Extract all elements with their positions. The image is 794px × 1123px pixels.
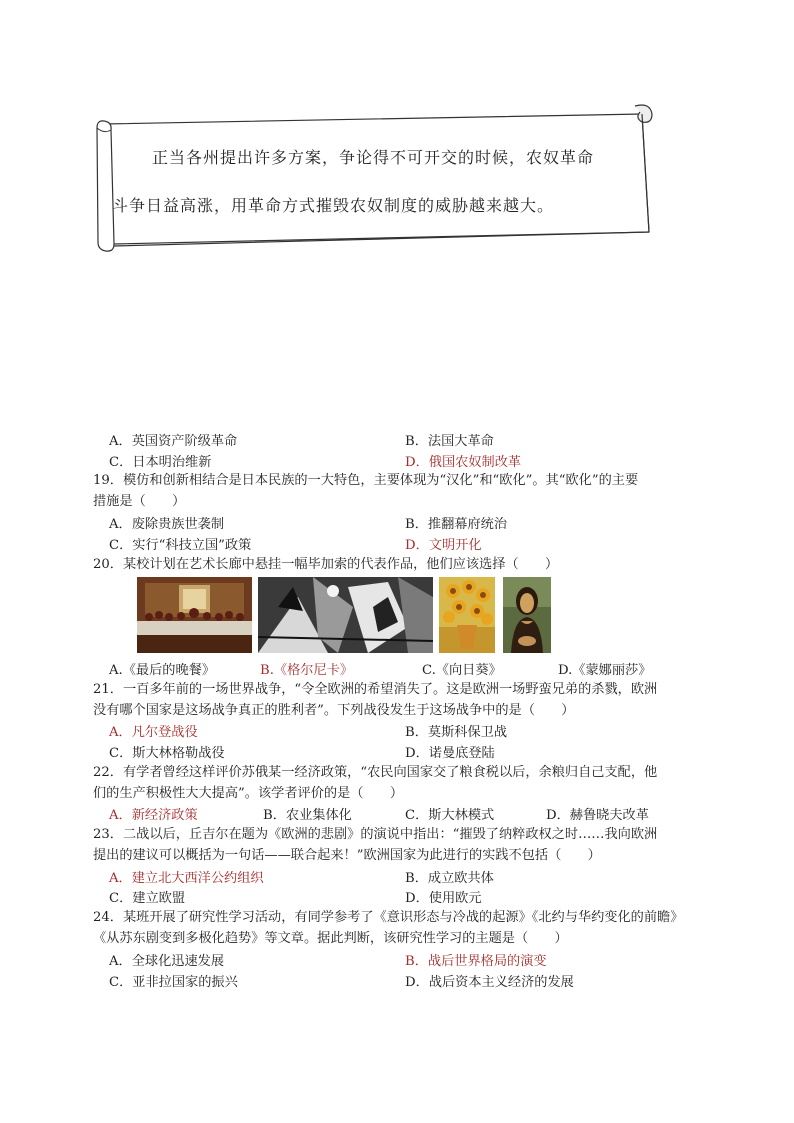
- q18-options-row-2: [109, 451, 709, 471]
- q20-option-b[interactable]: B.《格尔尼卡》: [260, 663, 354, 678]
- q24-option-d[interactable]: D．战后资本主义经济的发展: [405, 975, 574, 990]
- mona-lisa-painting: [503, 577, 551, 653]
- q22-option-b[interactable]: B．农业集体化: [263, 808, 352, 823]
- q23-option-d[interactable]: D．使用欧元: [405, 891, 482, 906]
- guernica-painting: [258, 577, 433, 653]
- scroll-banner: [94, 104, 656, 254]
- sunflowers-painting: [439, 577, 495, 653]
- q24-stem: [93, 908, 713, 949]
- q20-stem-line: 20．某校计划在艺术长廊中悬挂一幅毕加索的代表作品，他们应该选择（ ）: [93, 557, 559, 572]
- q23-options-row-2: [109, 887, 709, 907]
- q19-stem: [93, 471, 713, 512]
- q24-option-b[interactable]: B．战后世界格局的演变: [405, 954, 547, 969]
- q24-option-c[interactable]: C．亚非拉国家的振兴: [109, 975, 238, 990]
- q23-stem: [93, 825, 713, 866]
- q21-option-d[interactable]: D．诺曼底登陆: [405, 746, 495, 761]
- q22-option-d[interactable]: D．赫鲁晓夫改革: [546, 808, 649, 823]
- q23-option-c[interactable]: C．建立欧盟: [109, 891, 186, 906]
- q20-option-d[interactable]: D.《蒙娜丽莎》: [558, 663, 652, 678]
- scroll-text: [112, 134, 642, 230]
- q21-options-row-1: [109, 721, 709, 741]
- last-supper-painting: [137, 577, 252, 653]
- q19-stem-line-2: 措施是（ ）: [93, 493, 186, 509]
- q19-option-d[interactable]: D．文明开化: [405, 538, 482, 553]
- q21-stem-line-2: 没有哪个国家是这场战争真正的胜利者”。下列战役发生于这场战争中的是（ ）: [93, 702, 575, 718]
- q22-options-row: [109, 804, 709, 824]
- q21-stem-line-1: 21．一百多年前的一场世界战争，“令全欧洲的希望消失了。这是欧洲一场野蛮兄弟的杀戮，欧洲: [93, 682, 658, 697]
- q20-artwork-strip: [137, 577, 557, 653]
- q19-stem-line-1: 19．模仿和创新相结合是日本民族的一大特色，主要体现为“汉化”和“欧化”。其“欧化”的主要: [93, 473, 639, 488]
- q19-option-b[interactable]: B．推翻幕府统治: [405, 517, 508, 532]
- q18-options-row-1: [109, 430, 709, 450]
- q18-option-a[interactable]: A．英国资产阶级革命: [109, 434, 238, 449]
- q23-options-row-1: [109, 867, 709, 887]
- q19-option-c[interactable]: C．实行“科技立国”政策: [109, 538, 252, 553]
- q22-option-c[interactable]: C．斯大林模式: [405, 808, 495, 823]
- q24-stem-line-1: 24．某班开展了研究性学习活动，有同学参考了《意识形态与冷战的起源》《北约与华约变化的前瞻》: [93, 910, 684, 925]
- q24-option-a[interactable]: A．全球化迅速发展: [109, 954, 225, 969]
- q21-option-a[interactable]: A．凡尔登战役: [109, 725, 198, 740]
- q20-option-c[interactable]: C.《向日葵》: [422, 663, 502, 678]
- q24-stem-line-2: 《从苏东剧变到多极化趋势》等文章。据此判断，该研究性学习的主题是（ ）: [93, 930, 568, 946]
- q19-option-a[interactable]: A．废除贵族世袭制: [109, 517, 225, 532]
- q22-stem-line-2: 们的生产积极性大大提高”。该学者评价的是（ ）: [93, 785, 404, 801]
- q19-options-row-2: [109, 534, 709, 554]
- q18-option-c[interactable]: C．日本明治维新: [109, 455, 212, 470]
- q22-stem: [93, 763, 713, 804]
- q23-option-a[interactable]: A．建立北大西洋公约组织: [109, 871, 264, 886]
- q22-stem-line-1: 22．有学者曾经这样评价苏俄某一经济政策，“农民向国家交了粮食税以后，余粮归自己支配，他: [93, 765, 658, 780]
- q22-option-a[interactable]: A．新经济政策: [109, 808, 198, 823]
- q24-options-row-2: [109, 971, 709, 991]
- q21-option-b[interactable]: B．莫斯科保卫战: [405, 725, 508, 740]
- scroll-line-1: 正当各州提出许多方案，争论得不可开交的时候，农奴革命: [152, 148, 595, 167]
- q18-option-b[interactable]: B．法国大革命: [405, 434, 494, 449]
- q19-options-row-1: [109, 513, 709, 533]
- scroll-line-2: 斗争日益高涨，用革命方式摧毁农奴制度的威胁越来越大。: [112, 196, 555, 215]
- q20-option-a[interactable]: A.《最后的晚餐》: [109, 663, 216, 678]
- q20-stem: [93, 555, 713, 576]
- q23-option-b[interactable]: B．成立欧共体: [405, 871, 494, 886]
- q23-stem-line-2: 提出的建议可以概括为一句话——联合起来！”欧洲国家为此进行的实践不包括（ ）: [93, 847, 601, 863]
- q18-option-d[interactable]: D．俄国农奴制改革: [405, 455, 522, 470]
- q21-options-row-2: [109, 742, 709, 762]
- q21-option-c[interactable]: C．斯大林格勒战役: [109, 746, 225, 761]
- q23-stem-line-1: 23．二战以后，丘吉尔在题为《欧洲的悲剧》的演说中指出：“摧毁了纳粹政权之时……我向欧洲: [93, 827, 658, 842]
- q21-stem: [93, 680, 713, 721]
- q24-options-row-1: [109, 950, 709, 970]
- q20-options-row: [109, 659, 709, 679]
